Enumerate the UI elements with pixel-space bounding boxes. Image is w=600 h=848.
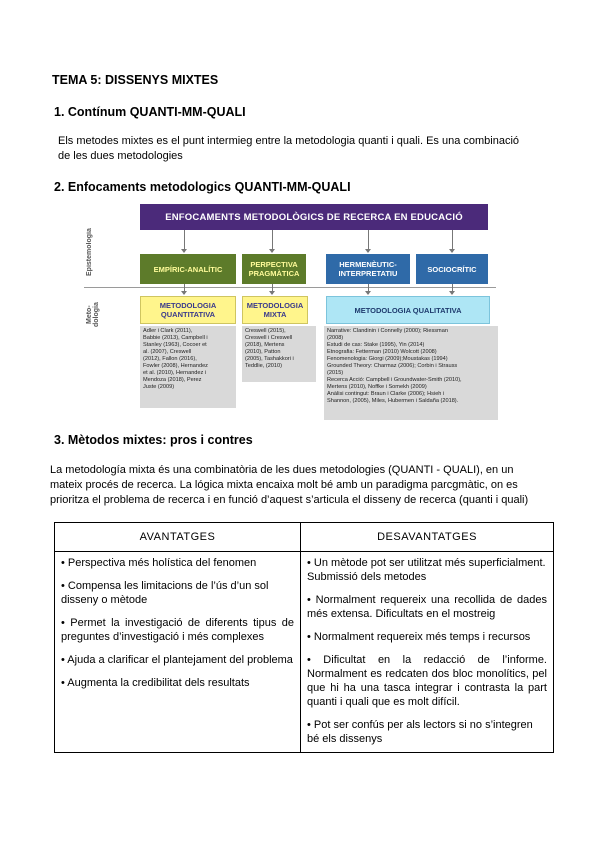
- approach-hermeneutic: HERMENÈUTIC-INTERPRETATIU: [326, 254, 410, 284]
- methodology-qualitative: METODOLOGIA QUALITATIVA: [326, 296, 490, 324]
- arrow: [184, 284, 185, 294]
- section1-text-line1: Els metodes mixtes es el punt intermieg entre la metodologia quanti i quali. Es una combinació: [58, 135, 520, 147]
- approach-empiric: EMPÍRIC-ANALÍTIC: [140, 254, 236, 284]
- cons-cell: [301, 552, 554, 753]
- section2-heading: 2. Enfocaments metodologics QUANTI-MM-QUALI: [54, 180, 351, 194]
- refs-quantitative: Adler i Clark (2011), Babbie (2013), Campbell i Stanley (1963), Cocoer et al. (2007), Creswell (2012), Fallon (2016), Fowler (2008), Hernandez et al. (2010), Hernandez i Mendoza (2018), Perez Juste (2009): [140, 326, 236, 408]
- diagram-divider: [84, 287, 496, 288]
- arrow: [184, 230, 185, 252]
- arrow: [452, 230, 453, 252]
- cons-item: • Dificultat en la redacció de l’informe. Normalment es redcaten dos bloc monolítics, pel que hi ha una tasca integrar i contrasta la part quanti i quali que es molt difícil.: [307, 654, 547, 708]
- section3-heading: 3. Mètodos mixtes: pros i contres: [54, 433, 253, 447]
- pros-item: • Augmenta la credibilitat dels resultats: [61, 677, 250, 689]
- cons-item: • Pot ser confús per als lectors si no s’integren bé els dissenys: [307, 719, 533, 745]
- pros-header: AVANTATGES: [55, 523, 301, 552]
- cons-header: DESAVANTATGES: [301, 523, 554, 552]
- arrow: [272, 284, 273, 294]
- arrow: [368, 284, 369, 294]
- section1-heading: 1. Contínum QUANTI-MM-QUALI: [54, 105, 246, 119]
- approach-sociocritic: SOCIOCRÍTIC: [416, 254, 488, 284]
- arrow: [272, 230, 273, 252]
- methodology-quantitative: METODOLOGIA QUANTITATIVA: [140, 296, 236, 324]
- refs-qualitative: Narrative: Clandinin i Connelly (2000); Riessman (2008) Estudi de cas: Stake (1995), Yin (2014) Etnografia: Fetterman (2010) Wolcott (2008) Fenomenologia: Giorgi (2009);Moustakas (1994) Grounded Theory: Charmaz (2006); Corbin i Strauss (2015) Recerca Acció: Campbell i Groundwater-Smith (2010), Mertens (2010), Noffke i Somekh (2009) Anàlisi contingut: Braun i Clarke (2006); Hsieh i Shannon, (2005), Miles, Hubermen i Saldaña (2018).: [324, 326, 498, 420]
- methodology-diagram: [78, 200, 498, 422]
- arrow: [368, 230, 369, 252]
- section1-text-line2: de les dues metodologies: [58, 150, 183, 162]
- cons-item: • Normalment requereix més temps i recursos: [307, 631, 531, 643]
- methodology-mixed: METODOLOGIA MIXTA: [242, 296, 308, 324]
- methodology-label: Meto-dologia: [86, 302, 100, 328]
- refs-mixed: Creswell (2015), Creswell i Creswell (2018), Mertens (2010), Patton (2005), Tashakkori i Teddlie, (2010): [242, 326, 316, 382]
- pros-item: • Permet la investigació de diferents tipus de preguntes d’investigació i més complexes: [61, 617, 294, 643]
- arrow: [452, 284, 453, 294]
- pros-item: • Ajuda a clarificar el plantejament del problema: [61, 654, 293, 666]
- pros-cell: [55, 552, 301, 753]
- cons-item: • Un mètode pot ser utilitzat més superficialment. Submissió dels metodes: [307, 557, 546, 583]
- pros-item: • Perspectiva més holística del fenomen: [61, 557, 257, 569]
- approach-pragmatic: PERPECTIVA PRAGMÀTICA: [242, 254, 306, 284]
- section1-text: [58, 134, 558, 164]
- pros-item: • Compensa les limitacions de l’ús d’un sol disseny o mètode: [61, 580, 269, 606]
- page-title: TEMA 5: DISSENYS MIXTES: [52, 73, 219, 87]
- section3-line2: mateix procés de recerca. La lógica mixta encaixa molt bé amb un paradigma parcgmàtic, on es: [50, 479, 518, 491]
- cons-item: • Normalment requereix una recollida de dades més extensa. Dificultats en el mostreig: [307, 594, 547, 620]
- section3-line3: prioritza el problema de recerca i en funció d’aquest s’articula el disseny de recerca (quanti i quali): [50, 494, 529, 506]
- epistemology-label: Epistemologia: [86, 228, 93, 276]
- section3-line1: La metodología mixta és una combinatòria de les dues metodologies (QUANTI - QUALI), en un: [50, 464, 514, 476]
- pros-cons-table: [54, 522, 554, 753]
- diagram-banner: ENFOCAMENTS METODOLÒGICS DE RECERCA EN EDUCACIÓ: [140, 204, 488, 230]
- section3-paragraph: [50, 463, 560, 508]
